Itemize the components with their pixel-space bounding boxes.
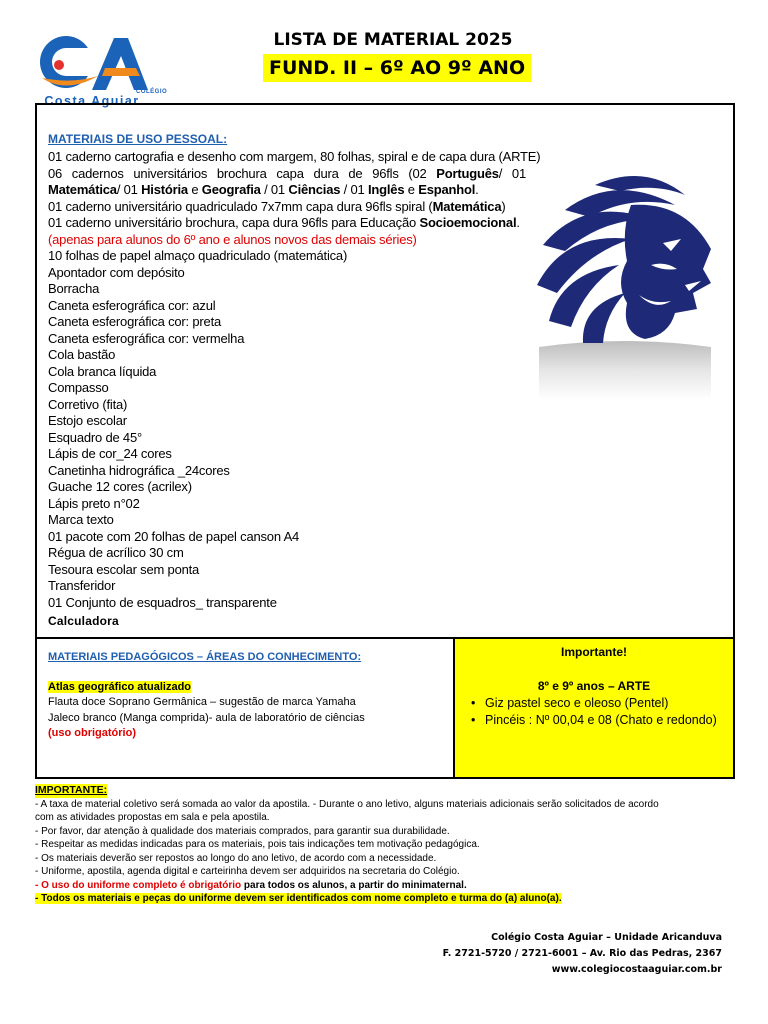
list-item: Tesoura escolar sem ponta bbox=[48, 561, 200, 577]
personal-materials-heading: MATERIAIS DE USO PESSOAL: bbox=[48, 132, 228, 146]
list-item: 01 pacote com 20 folhas de papel canson A4 bbox=[48, 528, 300, 544]
list-item: Esquadro de 45° bbox=[48, 429, 142, 445]
list-item: Guache 12 cores (acrilex) bbox=[48, 479, 192, 494]
page-title: LISTA DE MATERIAL 2025 bbox=[273, 30, 513, 50]
list-item: Canetinha hidrográfica _24cores bbox=[48, 462, 230, 478]
pedagogical-materials-box bbox=[35, 639, 455, 779]
note-line: - Os materiais deverão ser repostos ao longo do ano letivo, de acordo com a necessidade. bbox=[35, 852, 437, 864]
grade-arte-heading: 8º e 9º anos – ARTE bbox=[537, 679, 651, 693]
list-item: 06 cadernos universitários brochura capa dura de 96fls (02 Português/ 01 bbox=[48, 165, 526, 181]
lion-emblem bbox=[535, 165, 715, 400]
list-item: Transferidor bbox=[48, 578, 116, 593]
list-item: Cola bastão bbox=[48, 347, 116, 362]
list-item: Caneta esferográfica cor: vermelha bbox=[48, 330, 245, 346]
flauta-item: Flauta doce Soprano Germânica – sugestão de marca Yamaha bbox=[48, 696, 356, 708]
bullet-icon: • bbox=[471, 696, 476, 710]
list-item: Compasso bbox=[48, 380, 109, 395]
notes-heading: IMPORTANTE: bbox=[35, 784, 108, 796]
list-item: Corretivo (fita) bbox=[48, 396, 128, 412]
list-item: Lápis de cor_24 cores bbox=[48, 446, 172, 461]
personal-materials-list bbox=[48, 130, 541, 630]
arte-materials-list bbox=[471, 695, 725, 728]
list-item: 01 Conjunto de esquadros_ transparente bbox=[48, 594, 277, 610]
school-contact-footer bbox=[443, 930, 722, 978]
footer-phone-address: F. 2721-5720 / 2721-6001 – Av. Rio das Pedras, 2367 bbox=[442, 948, 722, 959]
list-item-note: (apenas para alunos do 6º ano e alunos novos das demais séries) bbox=[48, 231, 417, 247]
list-item: Borracha bbox=[48, 281, 100, 296]
list-item: Régua de acrílico 30 cm bbox=[48, 545, 184, 560]
logo-name: Costa Aguiar bbox=[44, 94, 140, 108]
list-item: 01 caderno universitário brochura, capa dura 96fls para Educação Socioemocional. bbox=[48, 215, 520, 230]
jaleco-item: Jaleco branco (Manga comprida)- aula de laboratório de ciências bbox=[48, 712, 365, 724]
list-item: 10 folhas de papel almaço quadriculado (matemática) bbox=[48, 248, 348, 263]
note-line: - Uniforme, apostila, agenda digital e carteirinha devem ser adquiridos na secretaria do Colégio. bbox=[35, 866, 460, 877]
list-item: 01 caderno cartografia e desenho com margem, 80 folhas, spiral e de capa dura (ARTE) bbox=[48, 149, 541, 164]
pedagogical-heading: MATERIAIS PEDAGÓGICOS – ÁREAS DO CONHECIMENTO: bbox=[48, 651, 362, 663]
list-item: • Giz pastel seco e oleoso (Pentel) bbox=[471, 696, 669, 710]
mandatory-use-note: (uso obrigatório) bbox=[48, 727, 136, 739]
list-item: Marca texto bbox=[48, 512, 114, 527]
list-item: Apontador com depósito bbox=[48, 264, 185, 280]
footer-website: www.colegiocostaaguiar.com.br bbox=[551, 964, 722, 975]
list-item: • Pincéis : Nº 00,04 e 08 (Chato e redondo) bbox=[471, 712, 717, 727]
list-item: Matemática/ 01 História e Geografia / 01 Ciências / 01 Inglês e Espanhol. bbox=[48, 182, 479, 197]
list-item: Estojo escolar bbox=[48, 413, 127, 428]
identification-note: - Todos os materiais e peças do uniforme devem ser identificados com nome completo e turma do (a) aluno(a). bbox=[35, 893, 562, 904]
list-item: Calculadora bbox=[48, 614, 119, 628]
note-line: - Respeitar as medidas indicadas para os materiais, pois tais indicações tem motivação pedagógica. bbox=[35, 839, 480, 850]
list-item: Caneta esferográfica cor: preta bbox=[48, 314, 222, 329]
atlas-item: Atlas geográfico atualizado bbox=[48, 681, 192, 693]
note-line: - Por favor, dar atenção à qualidade dos materiais comprados, para garantir sua durabilidade. bbox=[35, 825, 450, 837]
uniform-note: - O uso do uniforme completo é obrigatório para todos os alunos, a partir do minimaternal. bbox=[35, 879, 467, 891]
list-item: 01 caderno universitário quadriculado 7x7mm capa dura 96fls spiral (Matemática) bbox=[48, 198, 506, 214]
important-notes bbox=[35, 784, 735, 906]
important-arte-box bbox=[453, 639, 735, 779]
footer-unit: Colégio Costa Aguiar – Unidade Aricanduva bbox=[491, 932, 722, 943]
list-item: Caneta esferográfica cor: azul bbox=[48, 297, 216, 313]
important-title: Importante! bbox=[561, 645, 627, 659]
note-line: - A taxa de material coletivo será somada ao valor da apostila. - Durante o ano letivo, alguns materiais adicionais serão solicitados de acordo bbox=[35, 798, 659, 810]
note-line: com as atividades propostas em sala e pela apostila. bbox=[35, 812, 270, 823]
logo-subtitle: COLÉGIO bbox=[136, 89, 168, 95]
list-item: Lápis preto n°02 bbox=[48, 495, 140, 511]
list-item: Cola branca líquida bbox=[48, 363, 157, 379]
personal-materials-box bbox=[35, 103, 735, 639]
page-subtitle: FUND. II – 6º AO 9º ANO bbox=[263, 54, 531, 82]
bullet-icon: • bbox=[471, 712, 476, 727]
